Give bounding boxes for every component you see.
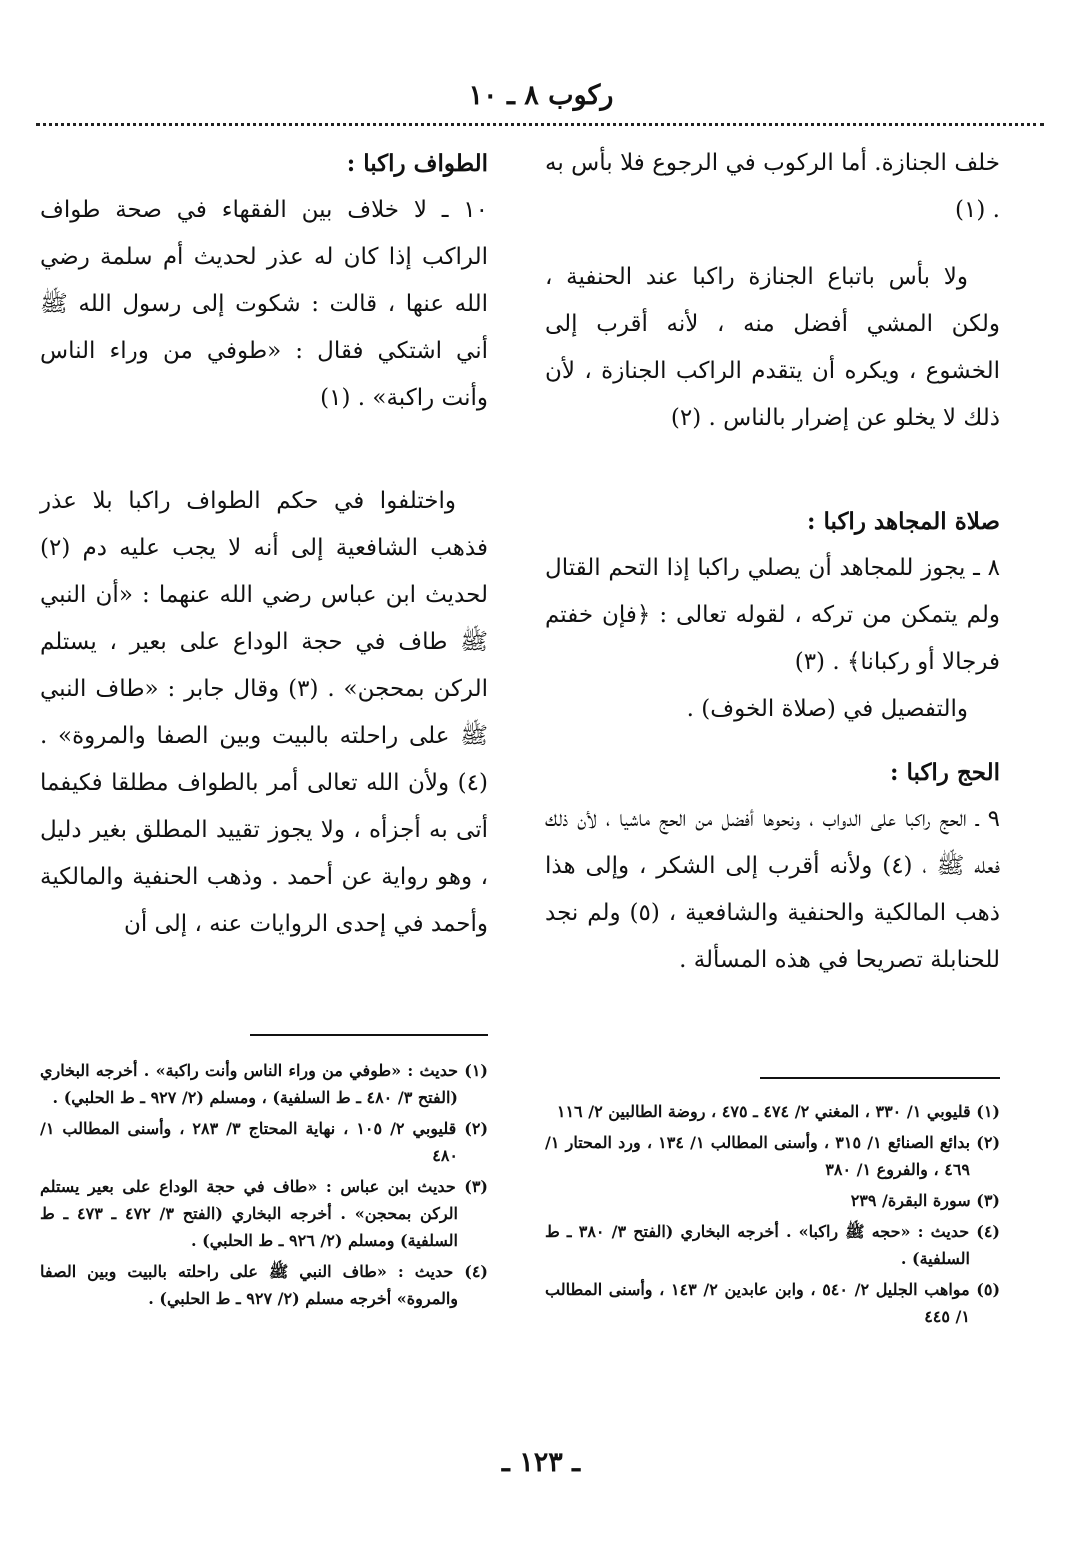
paragraph: ٩ ـ الحج راكبا على الدواب ، ونحوها أفضل من الحج ماشيا ، لأن ذلك فعله ﷺ ، (٤) ولأنه أقرب إلى الشكر ، وإلى هذا ذهب المالكية والحنفية والشافعية ، (٥) ولم نجد للحنابلة تصريحا في هذه المسألة . bbox=[545, 806, 1000, 973]
footnote-rule bbox=[250, 1034, 488, 1036]
paragraph: خلف الجنازة. أما الركوب في الرجوع فلا بأس به . (١) bbox=[545, 150, 1000, 223]
footnote: (٤) حديث : «حجه ﷺ راكبا» . أخرجه البخاري (الفتح ٣/ ٣٨٠ ـ ط السلفية) . bbox=[545, 1222, 1000, 1268]
paragraph: ٨ ـ يجوز للمجاهد أن يصلي راكبا إذا التحم القتال ولم يتمكن من تركه ، لقوله تعالى : ﴿فإن خفتم فرجالا أو ركبانا﴾ . (٣) bbox=[545, 555, 1000, 675]
left-column bbox=[40, 140, 488, 948]
right-column bbox=[545, 140, 1000, 984]
paragraph: والتفصيل في (صلاة الخوف) . bbox=[686, 696, 968, 722]
paragraph: ١٠ ـ لا خلاف بين الفقهاء في صحة طواف الراكب إذا كان له عذر لحديث أم سلمة رضي الله عنها ، قالت : شكوت إلى رسول الله ﷺ أني اشتكي فقال : «طوفي من وراء الناس وأنت راكبة» . (١) bbox=[40, 197, 488, 411]
footnote: (٥) مواهب الجليل ٢/ ٥٤٠ ، وابن عابدين ٢/ ١٤٣ ، وأسنى المطالب ١/ ٤٤٥ bbox=[545, 1280, 1001, 1326]
footnote: (١) حديث : «طوفي من وراء الناس وأنت راكبة» . أخرجه البخاري (الفتح ٣/ ٤٨٠ ـ ط السلفية) ، ومسلم (٢/ ٩٢٧ ـ ط الحلبي) . bbox=[40, 1061, 488, 1107]
footnotes-left bbox=[40, 1057, 488, 1316]
footnote: (٢) بدائع الصنائع ١/ ٣١٥ ، وأسنى المطالب ١/ ١٣٤ ، ورد المحتار ١/ ٤٦٩ ، والفروع ١/ ٣٨٠ bbox=[545, 1133, 1001, 1179]
footnote: (١) قليوبي ١/ ٣٣٠ ، المغني ٢/ ٤٧٤ ـ ٤٧٥ ، روضة الطالبين ٢/ ١١٦ bbox=[556, 1102, 1000, 1121]
footnote: (٣) حديث ابن عباس : «طاف في حجة الوداع على بعير يستلم الركن بمحجن» . أخرجه البخاري (الفتح ٣/ ٤٧٢ ـ ٤٧٣ ـ ط السلفية) ومسلم (٢/ ٩٢٦ ـ ط الحلبي) . bbox=[40, 1177, 488, 1250]
section-heading: الطواف راكبا : bbox=[346, 150, 488, 177]
paragraph: واختلفوا في حكم الطواف راكبا بلا عذر فذهب الشافعية إلى أنه لا يجب عليه دم (٢) لحديث ابن عباس رضي الله عنهما : «أن النبي ﷺ طاف في حجة الوداع على بعير ، يستلم الركن بمحجن» . (٣) وقال جابر : «طاف النبي ﷺ على راحلته بالبيت وبين الصفا والمروة» . (٤) ولأن الله تعالى أمر بالطواف مطلقا فكيفما أتى به أجزأه ، ولا يجوز تقييد المطلق بغير دليل ، وهو رواية عن أحمد . وذهب الحنفية والمالكية وأحمد في إحدى الروايات عنه ، إلى أن bbox=[40, 488, 488, 937]
page-number: ـ ١٢٣ ـ bbox=[501, 1447, 581, 1478]
footnote: (٣) سورة البقرة/ ٢٣٩ bbox=[850, 1191, 1000, 1210]
paragraph: ولا بأس باتباع الجنازة راكبا عند الحنفية ، ولكن المشي أفضل منه ، لأنه أقرب إلى الخشوع ، ويكره أن يتقدم الراكب الجنازة ، لأن ذلك لا يخلو عن إضرار بالناس . (٢) bbox=[545, 264, 1000, 431]
section-heading: الحج راكبا : bbox=[890, 759, 1000, 786]
footnote: (٢) قليوبي ٢/ ١٠٥ ، نهاية المحتاج ٣/ ٢٨٣ ، وأسنى المطالب ١/ ٤٨٠ bbox=[40, 1119, 489, 1165]
footnotes-right bbox=[545, 1098, 1000, 1334]
header-dotted-rule bbox=[36, 123, 1044, 126]
footnote: (٤) حديث : «طاف النبي ﷺ على راحلته بالبيت وبين الصفا والمروة» أخرجه مسلم (٢/ ٩٢٧ ـ ط الحلبي) . bbox=[40, 1262, 488, 1308]
footnote-rule bbox=[760, 1077, 1000, 1079]
running-header: ركوب ٨ ـ ١٠ bbox=[468, 80, 614, 111]
section-heading: صلاة المجاهد راكبا : bbox=[807, 508, 1000, 535]
